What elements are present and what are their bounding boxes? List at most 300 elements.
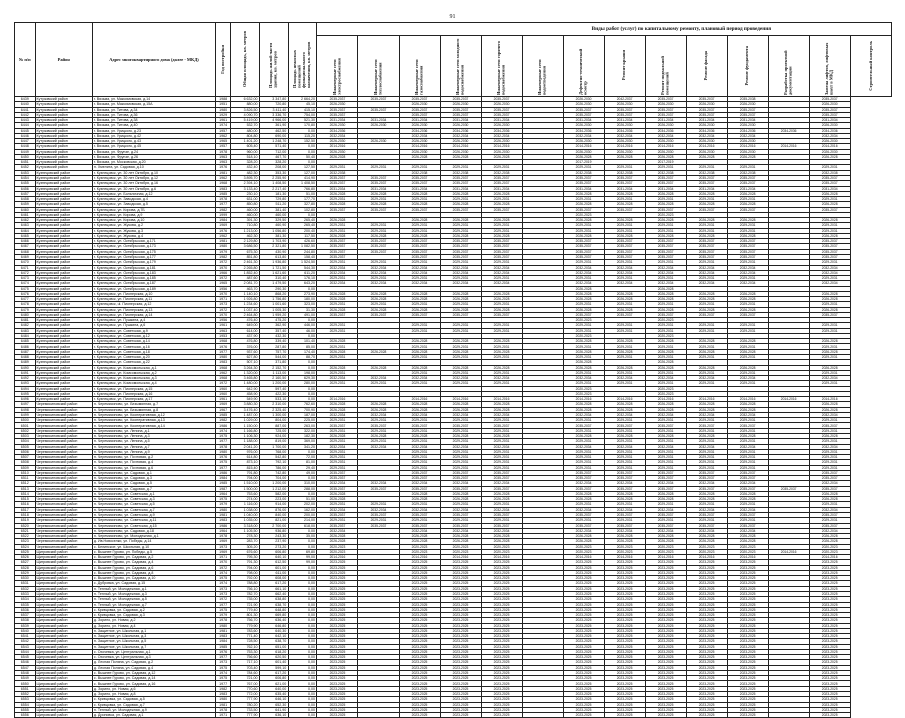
cell-work-period: 2029-2031 — [809, 439, 850, 444]
cell-work-period: 2029-2031 — [440, 197, 481, 202]
cell-work-period: 2035-2037 — [481, 244, 522, 249]
cell-work-period: 2023-2025 — [440, 655, 481, 660]
cell-work-period: 2029-2031 — [317, 260, 358, 265]
cell-work-period: 2029-2031 — [440, 418, 481, 423]
cell-work-period: 2032-2034 — [440, 444, 481, 449]
cell-year: 1985 — [215, 481, 230, 486]
cell-area-total: 458,90 — [231, 391, 260, 396]
cell-district: Щигровский район — [35, 607, 92, 612]
cell-work-period: 2032-2034 — [563, 376, 604, 381]
cell-work-period: 2029-2031 — [727, 460, 768, 465]
cell-work-period: 2014-2016 — [727, 555, 768, 560]
cell-address: п. Черемисиново, ул. Ленина, д.9 — [92, 449, 215, 454]
cell-area-total: 791,80 — [231, 470, 260, 475]
cell-work-period: 2026-2028 — [440, 349, 481, 354]
cell-no: 6467 — [15, 244, 36, 249]
cell-work-period: 2032-2034 — [399, 507, 440, 512]
cell-area-living: 617,20 — [260, 670, 289, 675]
cell-address: п. Защитное, ул. Школьная, д.5 — [92, 639, 215, 644]
cell-area-total: 305,20 — [231, 544, 260, 549]
cell-work-period: 2023-2025 — [809, 649, 850, 654]
cell-work-period: 2020-2023 — [604, 544, 645, 549]
cell-area-living: 2 152,70 — [260, 365, 289, 370]
cell-work-period: 2035-2037 — [809, 207, 850, 212]
cell-area-total: 3 264,30 — [231, 365, 260, 370]
cell-work-period: 2023-2025 — [604, 565, 645, 570]
cell-district: Кузнецовский район — [35, 307, 92, 312]
cell-no: 6459 — [15, 202, 36, 207]
cell-work-period: 2031-2034 — [727, 118, 768, 123]
cell-work-period: 2032-2034 — [604, 133, 645, 138]
cell-work-period: 2029-2031 — [440, 323, 481, 328]
cell-area-total: 721,90 — [231, 602, 260, 607]
cell-area-living: 3 347,80 — [260, 97, 289, 102]
cell-work-period: 2014-2016 — [809, 397, 850, 402]
cell-work-period: 2023-2025 — [686, 644, 727, 649]
cell-work-period: 2020-2023 — [727, 549, 768, 554]
cell-work-period: 2035-2037 — [727, 175, 768, 180]
cell-work-period: 2023-2025 — [686, 707, 727, 712]
cell-work-period: 2014-2016 — [768, 549, 809, 554]
cell-address: г. Кузнецовск, ул. Комсомольская, д.4 — [92, 381, 215, 386]
cell-work-period: 2032-2034 — [645, 507, 686, 512]
cell-no: 6451 — [15, 160, 36, 165]
cell-work-period: 2035-2037 — [563, 423, 604, 428]
cell-area-living: 690,00 — [260, 133, 289, 138]
cell-work-period: 2026-2028 — [440, 491, 481, 496]
cell-work-period: 2029-2031 — [686, 323, 727, 328]
cell-work-period: 2026-2030 — [358, 123, 399, 128]
cell-district: Щигровский район — [35, 644, 92, 649]
cell-work-period: 2032-2034 — [563, 444, 604, 449]
cell-area-total: 779,40 — [231, 607, 260, 612]
cell-work-period: 2026-2028 — [440, 307, 481, 312]
cell-work-period: 2035-2037 — [440, 312, 481, 317]
cell-year: 1981 — [215, 628, 230, 633]
cell-work-period: 2023-2025 — [563, 660, 604, 665]
cell-year: 1985 — [215, 644, 230, 649]
cell-work-period: 2014-2016 — [317, 555, 358, 560]
cell-address: г. Вязьма, ул. Урицкого, д.45 — [92, 144, 215, 149]
cell-work-period: 2032-2034 — [604, 528, 645, 533]
cell-work-period: 2029-2031 — [317, 465, 358, 470]
cell-work-period: 2023-2025 — [809, 618, 850, 623]
cell-address: с. Кривцовка, ул. Садовая, д.2 — [92, 607, 215, 612]
cell-district: Кузнецовский район — [35, 286, 92, 291]
cell-area-living: 608,00 — [260, 576, 289, 581]
cell-work-period: 2029-2031 — [809, 449, 850, 454]
cell-year: 1973 — [215, 660, 230, 665]
cell-year: 1982 — [215, 254, 230, 259]
cell-area-total: 756,10 — [231, 586, 260, 591]
cell-work-period: 2014-2016 — [645, 144, 686, 149]
cell-area-living: 638,80 — [260, 597, 289, 602]
cell-work-period: 2023-2025 — [399, 570, 440, 575]
cell-area-living: 361,90 — [260, 123, 289, 128]
cell-work-period: 2029-2031 — [399, 323, 440, 328]
cell-work-period: 2035-2037 — [440, 423, 481, 428]
cell-work-period: 2026-2028 — [317, 154, 358, 159]
cell-no: 6552 — [15, 692, 36, 697]
cell-work-period: 2026-2028 — [317, 291, 358, 296]
cell-area-total: 278,30 — [231, 534, 260, 539]
cell-area-total: 2 129,80 — [231, 239, 260, 244]
cell-work-period: 2026-2030 — [604, 123, 645, 128]
cell-work-period: 2023-2025 — [686, 681, 727, 686]
cell-work-period: 2032-2034 — [727, 507, 768, 512]
cell-work-period: 2026-2028 — [563, 365, 604, 370]
cell-work-period: 2023-2025 — [727, 560, 768, 565]
cell-district: Щигровский район — [35, 649, 92, 654]
cell-address: д. Зорино, ул. Новая, д.4 — [92, 623, 215, 628]
cell-area-living: 357,40 — [260, 328, 289, 333]
cell-no: 6500 — [15, 418, 36, 423]
cell-work-period: 2026-2028 — [563, 349, 604, 354]
cell-area-common: 0,00 — [288, 397, 317, 402]
cell-work-period: 2032-2034 — [686, 412, 727, 417]
cell-address: г. Вязьма, ул. Титова, д.36 — [92, 112, 215, 117]
cell-work-period: 2035-2037 — [727, 207, 768, 212]
cell-work-period: 2023-2025 — [645, 670, 686, 675]
cell-work-period: 2035-2037 — [686, 175, 727, 180]
cell-work-period: 2026-2028 — [317, 434, 358, 439]
cell-no: 6507 — [15, 455, 36, 460]
cell-year: 1970 — [215, 265, 230, 270]
cell-work-period: 2029-2031 — [317, 502, 358, 507]
cell-work-period: 2035-2037 — [481, 512, 522, 517]
cell-work-period: 2029-2031 — [645, 165, 686, 170]
cell-work-period: 2029-2031 — [809, 328, 850, 333]
cell-year: 1972 — [215, 260, 230, 265]
cell-work-period: 2035-2037 — [686, 254, 727, 259]
cell-work-period: 2023-2025 — [645, 713, 686, 718]
cell-work-period: 2035-2037 — [399, 470, 440, 475]
cell-work-period: 2029-2031 — [317, 228, 358, 233]
cell-area-total: 779,90 — [231, 623, 260, 628]
cell-work-period: 2014-2016 — [399, 555, 440, 560]
cell-work-period: 2029-2031 — [440, 223, 481, 228]
cell-work-period: 2032-2034 — [645, 265, 686, 270]
cell-no: 6469 — [15, 254, 36, 259]
cell-work-period: 2029-2031 — [563, 449, 604, 454]
cell-address: д. Ив.Новоселки, ул. Победы, д.14 — [92, 539, 215, 544]
cell-area-total: 780,20 — [231, 702, 260, 707]
cell-area-total: 1 040,00 — [231, 512, 260, 517]
cell-area-common: 0,00 — [288, 586, 317, 591]
cell-area-total: 2 081,70 — [231, 281, 260, 286]
cell-work-period: 2023-2025 — [440, 713, 481, 718]
cell-year: 1986 — [215, 523, 230, 528]
cell-work-period: 2026-2028 — [481, 365, 522, 370]
cell-work-period: 2023-2025 — [604, 639, 645, 644]
cell-work-period: 2032-2034 — [358, 444, 399, 449]
cell-work-period: 2023-2025 — [440, 602, 481, 607]
cell-address: г. Кузнецовск, ул. 30 лет Октября, д.12 — [92, 175, 215, 180]
cell-area-common: 521,30 — [288, 118, 317, 123]
cell-work-period: 2023-2025 — [563, 681, 604, 686]
cell-work-period: 2023-2025 — [317, 628, 358, 633]
cell-work-period: 2023-2025 — [686, 597, 727, 602]
cell-work-period: 2026-2028 — [686, 218, 727, 223]
cell-work-period: 2035-2037 — [358, 423, 399, 428]
header-work-type: Ремонт фасада — [686, 36, 727, 97]
cell-district: Кутузовский район — [35, 149, 92, 154]
cell-work-period: 2023-2025 — [727, 607, 768, 612]
cell-work-period: 2029-2031 — [809, 323, 850, 328]
cell-year: 1968 — [215, 181, 230, 186]
cell-work-period: 2035-2037 — [645, 486, 686, 491]
cell-area-total: 960,00 — [231, 149, 260, 154]
cell-work-period: 2029-2031 — [809, 428, 850, 433]
cell-work-period: 2023-2025 — [440, 560, 481, 565]
cell-work-period: 2023-2025 — [727, 660, 768, 665]
cell-area-total: 476,80 — [231, 339, 260, 344]
cell-work-period: 2035-2037 — [604, 107, 645, 112]
cell-work-period: 2032-2034 — [563, 270, 604, 275]
cell-work-period: 2023-2025 — [440, 707, 481, 712]
cell-area-common: 0,00 — [288, 670, 317, 675]
cell-no: 6494 — [15, 386, 36, 391]
cell-year: 1980 — [215, 697, 230, 702]
cell-year: 1974 — [215, 581, 230, 586]
cell-area-total: 549,90 — [231, 397, 260, 402]
cell-area-common: 0,00 — [288, 697, 317, 702]
cell-work-period: 2035-2037 — [440, 239, 481, 244]
cell-work-period: 2026-2028 — [358, 407, 399, 412]
cell-district: Щигровский район — [35, 591, 92, 596]
cell-area-common: 152,50 — [288, 139, 317, 144]
cell-work-period: 2029-2031 — [481, 228, 522, 233]
cell-area-living: 362,90 — [260, 323, 289, 328]
cell-work-period: 2014-2016 — [317, 397, 358, 402]
cell-year: 1956 — [215, 318, 230, 323]
cell-district: Черемисиновский район — [35, 544, 92, 549]
cell-district: Кутузовский район — [35, 123, 92, 128]
cell-area-total: 480,00 — [231, 128, 260, 133]
cell-work-period: 2035-2037 — [604, 181, 645, 186]
cell-area-common: 35,00 — [288, 534, 317, 539]
cell-work-period: 2035-2037 — [727, 312, 768, 317]
cell-area-common: 0,00 — [288, 591, 317, 596]
cell-work-period: 2032-2034 — [440, 481, 481, 486]
cell-area-common: 0,00 — [288, 491, 317, 496]
cell-work-period: 2029-2031 — [727, 370, 768, 375]
cell-work-period: 2023-2025 — [440, 591, 481, 596]
cell-work-period: 2035-2037 — [645, 312, 686, 317]
cell-work-period: 2023-2025 — [440, 644, 481, 649]
cell-work-period: 2026-2028 — [645, 154, 686, 159]
cell-no: 6445 — [15, 128, 36, 133]
cell-work-period: 2035-2037 — [481, 181, 522, 186]
cell-work-period: 2029-2031 — [440, 518, 481, 523]
cell-area-living: 914,00 — [260, 502, 289, 507]
cell-area-living: 606,80 — [260, 676, 289, 681]
cell-work-period: 2035-2037 — [563, 244, 604, 249]
cell-work-period: 2035-2037 — [809, 423, 850, 428]
cell-work-period: 2023-2025 — [481, 670, 522, 675]
cell-work-period: 2026-2028 — [645, 434, 686, 439]
cell-work-period: 2023-2025 — [399, 623, 440, 628]
cell-area-total: 801,30 — [231, 613, 260, 618]
cell-address: с. Белинское, ул. Школьная, д.10 — [92, 544, 215, 549]
cell-work-period: 2035-2037 — [686, 112, 727, 117]
cell-district: Кузнецовский район — [35, 397, 92, 402]
cell-no: 6529 — [15, 570, 36, 575]
cell-work-period: 2026-2030 — [358, 139, 399, 144]
cell-district: Кузнецовский район — [35, 376, 92, 381]
cell-district: Кузнецовский район — [35, 181, 92, 186]
cell-area-common: 0,00 — [288, 528, 317, 533]
cell-address: с. Вышнее Гурово, ул. Победы, д.5 — [92, 549, 215, 554]
cell-area-total: 1 188,00 — [231, 439, 260, 444]
cell-work-period: 2026-2028 — [399, 407, 440, 412]
cell-work-period: 2026-2030 — [809, 102, 850, 107]
cell-work-period: 2032-2038 — [317, 170, 358, 175]
cell-work-period: 2032-2034 — [317, 481, 358, 486]
cell-no: 6513 — [15, 486, 36, 491]
cell-work-period: 2014-2016 — [481, 144, 522, 149]
cell-work-period: 2026-2028 — [317, 233, 358, 238]
cell-work-period: 2029-2031 — [481, 455, 522, 460]
cell-address: г. Вязьма, ул. Максимовская, д.15А — [92, 102, 215, 107]
cell-work-period: 2020-2023 — [809, 544, 850, 549]
cell-no: 6501 — [15, 423, 36, 428]
cell-year: 1980 — [215, 507, 230, 512]
cell-work-period: 2026-2030 — [481, 102, 522, 107]
cell-work-period: 2023-2025 — [399, 713, 440, 718]
cell-no: 6543 — [15, 644, 36, 649]
cell-year: 1960 — [215, 391, 230, 396]
cell-year: 1975 — [215, 576, 230, 581]
cell-work-period: 2032-2034 — [399, 270, 440, 275]
cell-work-period: 2014-2016 — [563, 397, 604, 402]
cell-work-period: 2023-2025 — [604, 676, 645, 681]
cell-work-period: 2035-2037 — [563, 107, 604, 112]
cell-area-total: 1 500,00 — [231, 486, 260, 491]
cell-work-period: 2023-2025 — [317, 639, 358, 644]
cell-work-period: 2029-2031 — [563, 223, 604, 228]
cell-work-period: 2029-2031 — [440, 355, 481, 360]
cell-year: 1981 — [215, 170, 230, 175]
cell-work-period: 2023-2025 — [809, 707, 850, 712]
cell-work-period: 2026-2028 — [809, 202, 850, 207]
cell-work-period: 2023-2025 — [727, 707, 768, 712]
cell-area-common: 265,40 — [288, 218, 317, 223]
cell-work-period: 2029-2031 — [809, 455, 850, 460]
cell-year: 1961 — [215, 397, 230, 402]
cell-area-living: 712,00 — [260, 149, 289, 154]
cell-area-common: 115,20 — [288, 133, 317, 138]
cell-work-period: 2023-2025 — [399, 560, 440, 565]
cell-work-period: 2035-2037 — [358, 512, 399, 517]
cell-no: 6447 — [15, 139, 36, 144]
cell-year: 1972 — [215, 565, 230, 570]
cell-work-period: 2026-2030 — [645, 139, 686, 144]
cell-work-period: 2029-2031 — [604, 260, 645, 265]
cell-work-period: 2020-2023 — [645, 386, 686, 391]
cell-work-period: 2035-2037 — [399, 244, 440, 249]
cell-address: г. Вязьма, ул. Максимовская, д.14 — [92, 97, 215, 102]
table-header — [15, 23, 892, 97]
cell-area-common: 200,00 — [288, 512, 317, 517]
cell-area-common: 0,00 — [288, 639, 317, 644]
cell-work-period: 2031-2034 — [563, 118, 604, 123]
cell-work-period: 2026-2028 — [317, 307, 358, 312]
cell-work-period: 2023-2025 — [645, 591, 686, 596]
cell-district: Щигровский район — [35, 660, 92, 665]
cell-area-common: 198,00 — [288, 370, 317, 375]
cell-work-period: 2023-2025 — [809, 681, 850, 686]
cell-work-period: 2023-2025 — [727, 639, 768, 644]
cell-work-period: 2023-2025 — [809, 660, 850, 665]
cell-year: 1953 — [215, 333, 230, 338]
cell-work-period: 2023-2025 — [399, 649, 440, 654]
header-work-type: Инженерные сети электроснабжения — [317, 36, 358, 97]
cell-work-period: 2026-2028 — [686, 291, 727, 296]
cell-work-period: 2035-2037 — [727, 523, 768, 528]
cell-work-period: 2023-2025 — [686, 623, 727, 628]
cell-no: 6460 — [15, 207, 36, 212]
cell-work-period: 2029-2031 — [686, 355, 727, 360]
cell-district: Кузнецовский район — [35, 202, 92, 207]
cell-district: Черемисиновский район — [35, 518, 92, 523]
cell-area-common: 46,00 — [288, 328, 317, 333]
cell-work-period: 2029-2031 — [481, 328, 522, 333]
cell-work-period: 2023-2025 — [686, 628, 727, 633]
cell-work-period: 2023-2025 — [440, 670, 481, 675]
cell-work-period: 2023-2025 — [563, 644, 604, 649]
cell-area-total: 432,40 — [231, 165, 260, 170]
cell-year: 1971 — [215, 297, 230, 302]
cell-area-common: 200,40 — [288, 228, 317, 233]
cell-area-living: 725,00 — [260, 428, 289, 433]
cell-work-period: 2023-2025 — [317, 634, 358, 639]
cell-area-common: 0,00 — [288, 702, 317, 707]
cell-area-total: 728,50 — [231, 639, 260, 644]
cell-work-period: 2032-2034 — [645, 481, 686, 486]
cell-work-period: 2029-2031 — [686, 328, 727, 333]
cell-work-period: 2032-2034 — [809, 528, 850, 533]
cell-year: 1956 — [215, 286, 230, 291]
cell-work-period: 2026-2028 — [563, 154, 604, 159]
cell-work-period: 2029-2031 — [481, 165, 522, 170]
cell-area-living: 742,80 — [260, 470, 289, 475]
cell-no: 6486 — [15, 344, 36, 349]
cell-work-period: 2023-2025 — [809, 591, 850, 596]
cell-work-period: 2026-2028 — [481, 291, 522, 296]
cell-area-common: 0,00 — [288, 449, 317, 454]
cell-work-period: 2023-2025 — [645, 597, 686, 602]
cell-area-common: 415,10 — [288, 107, 317, 112]
cell-area-living: 2 160,50 — [260, 376, 289, 381]
cell-work-period: 2014-2016 — [317, 144, 358, 149]
cell-work-period: 2023-2025 — [727, 681, 768, 686]
cell-area-living: 635,40 — [260, 692, 289, 697]
cell-work-period: 2026-2028 — [809, 539, 850, 544]
cell-work-period: 2023-2025 — [686, 686, 727, 691]
cell-work-period: 2035-2037 — [645, 470, 686, 475]
cell-area-common: 0,00 — [288, 713, 317, 718]
cell-work-period: 2026-2028 — [317, 218, 358, 223]
cell-area-total: 2 464,80 — [231, 312, 260, 317]
cell-year: 1972 — [215, 597, 230, 602]
cell-work-period: 2032-2034 — [645, 412, 686, 417]
cell-work-period: 2032-2034 — [727, 444, 768, 449]
cell-work-period: 2023-2025 — [686, 634, 727, 639]
cell-work-period: 2029-2031 — [645, 381, 686, 386]
cell-work-period: 2023-2025 — [727, 602, 768, 607]
cell-area-total: 1 320,00 — [231, 370, 260, 375]
